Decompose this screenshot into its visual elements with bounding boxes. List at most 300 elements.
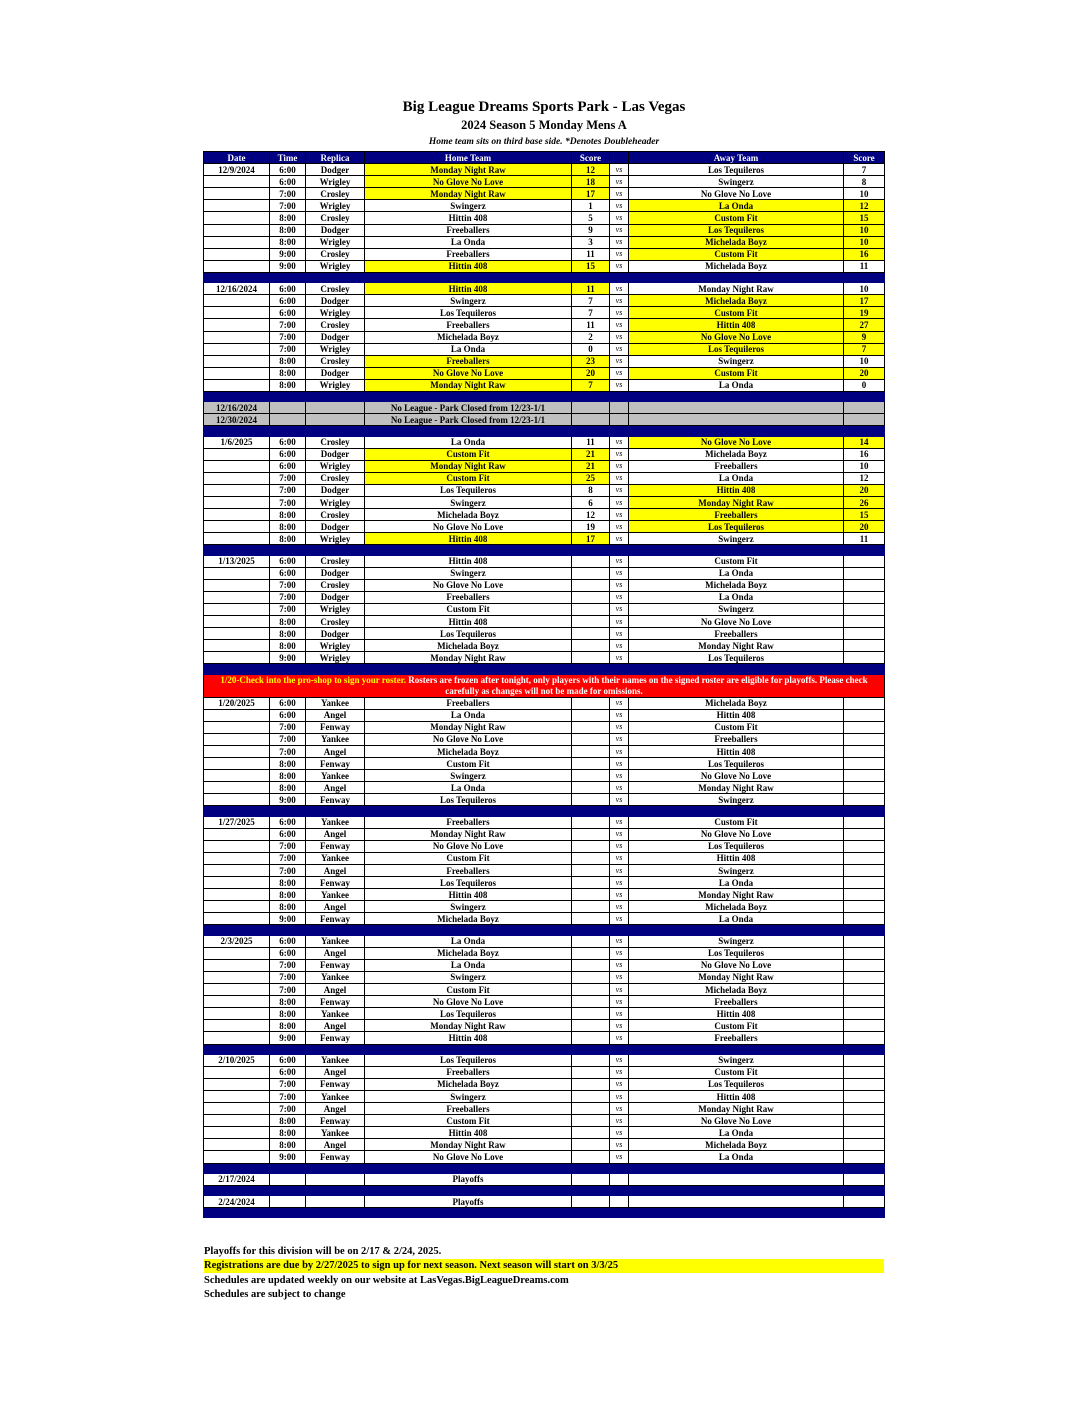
home-team: Custom Fit bbox=[365, 448, 572, 460]
game-row bbox=[204, 652, 885, 664]
game-field: Yankee bbox=[306, 816, 365, 828]
home-team: No Glove No Love bbox=[365, 579, 572, 591]
game-date bbox=[204, 1020, 270, 1032]
away-score bbox=[844, 901, 885, 913]
game-field: Crosley bbox=[306, 355, 365, 367]
vs-label: vs bbox=[610, 901, 629, 913]
game-date bbox=[204, 959, 270, 971]
vs-label: vs bbox=[610, 188, 629, 200]
away-team: Custom Fit bbox=[629, 816, 844, 828]
game-time: 6:00 bbox=[270, 947, 306, 959]
home-team: No Glove No Love bbox=[365, 733, 572, 745]
home-score: 8 bbox=[572, 484, 610, 496]
away-team: La Onda bbox=[629, 591, 844, 603]
game-field: Fenway bbox=[306, 996, 365, 1008]
game-time: 6:00 bbox=[270, 935, 306, 947]
game-date bbox=[204, 640, 270, 652]
home-score: 17 bbox=[572, 188, 610, 200]
home-score bbox=[572, 758, 610, 770]
game-field: Wrigley bbox=[306, 497, 365, 509]
game-time: 8:00 bbox=[270, 889, 306, 901]
header-time: Time bbox=[270, 152, 306, 164]
away-team: Los Tequileros bbox=[629, 224, 844, 236]
empty-cell bbox=[306, 1173, 365, 1185]
header-home-team: Home Team bbox=[365, 152, 572, 164]
home-score bbox=[572, 877, 610, 889]
away-team: Swingerz bbox=[629, 355, 844, 367]
game-field: Wrigley bbox=[306, 379, 365, 391]
home-score bbox=[572, 603, 610, 615]
game-row bbox=[204, 709, 885, 721]
vs-label: vs bbox=[610, 164, 629, 176]
away-team: Los Tequileros bbox=[629, 840, 844, 852]
away-score: 27 bbox=[844, 319, 885, 331]
vs-label: vs bbox=[610, 283, 629, 295]
home-team: Custom Fit bbox=[365, 603, 572, 615]
home-team: Freeballers bbox=[365, 248, 572, 260]
home-team: Freeballers bbox=[365, 591, 572, 603]
game-date bbox=[204, 1066, 270, 1078]
home-score bbox=[572, 901, 610, 913]
home-score bbox=[572, 816, 610, 828]
home-team: Hittin 408 bbox=[365, 1127, 572, 1139]
game-row bbox=[204, 533, 885, 545]
game-row bbox=[204, 1103, 885, 1115]
vs-label: vs bbox=[610, 484, 629, 496]
home-score bbox=[572, 889, 610, 901]
home-team: Michelada Boyz bbox=[365, 331, 572, 343]
home-team: No Glove No Love bbox=[365, 176, 572, 188]
away-team: La Onda bbox=[629, 200, 844, 212]
game-field: Crosley bbox=[306, 616, 365, 628]
game-row bbox=[204, 913, 885, 925]
away-score bbox=[844, 579, 885, 591]
game-field: Wrigley bbox=[306, 533, 365, 545]
table-header-row bbox=[204, 152, 885, 164]
away-score bbox=[844, 628, 885, 640]
game-time: 8:00 bbox=[270, 782, 306, 794]
away-score: 10 bbox=[844, 236, 885, 248]
away-team: Hittin 408 bbox=[629, 1008, 844, 1020]
empty-cell bbox=[572, 402, 610, 414]
game-date bbox=[204, 603, 270, 615]
game-date bbox=[204, 877, 270, 889]
game-row bbox=[204, 865, 885, 877]
game-date bbox=[204, 591, 270, 603]
home-team: Monday Night Raw bbox=[365, 460, 572, 472]
home-score: 6 bbox=[572, 497, 610, 509]
game-row bbox=[204, 176, 885, 188]
game-date bbox=[204, 758, 270, 770]
home-team: Monday Night Raw bbox=[365, 828, 572, 840]
game-date bbox=[204, 889, 270, 901]
game-field: Fenway bbox=[306, 1115, 365, 1127]
away-score bbox=[844, 1127, 885, 1139]
home-score bbox=[572, 782, 610, 794]
away-score: 10 bbox=[844, 188, 885, 200]
vs-label: vs bbox=[610, 260, 629, 272]
game-field: Fenway bbox=[306, 721, 365, 733]
game-row bbox=[204, 733, 885, 745]
game-row bbox=[204, 745, 885, 757]
game-field: Angel bbox=[306, 865, 365, 877]
away-team: Freeballers bbox=[629, 509, 844, 521]
away-score bbox=[844, 721, 885, 733]
away-score bbox=[844, 652, 885, 664]
header-away-team: Away Team bbox=[629, 152, 844, 164]
vs-label: vs bbox=[610, 721, 629, 733]
game-row bbox=[204, 721, 885, 733]
game-field: Dodger bbox=[306, 448, 365, 460]
game-row bbox=[204, 1078, 885, 1090]
empty-cell bbox=[270, 1196, 306, 1208]
away-score bbox=[844, 877, 885, 889]
game-time: 9:00 bbox=[270, 248, 306, 260]
empty-cell bbox=[270, 402, 306, 414]
away-score: 10 bbox=[844, 283, 885, 295]
empty-cell bbox=[270, 1173, 306, 1185]
game-time: 8:00 bbox=[270, 521, 306, 533]
away-team: No Glove No Love bbox=[629, 770, 844, 782]
away-score: 16 bbox=[844, 448, 885, 460]
game-time: 6:00 bbox=[270, 816, 306, 828]
game-row bbox=[204, 236, 885, 248]
game-row bbox=[204, 164, 885, 176]
game-date bbox=[204, 236, 270, 248]
vs-label: vs bbox=[610, 1090, 629, 1102]
home-score bbox=[572, 652, 610, 664]
away-score: 8 bbox=[844, 176, 885, 188]
away-score bbox=[844, 1115, 885, 1127]
vs-label: vs bbox=[610, 628, 629, 640]
game-date bbox=[204, 567, 270, 579]
home-score bbox=[572, 1020, 610, 1032]
game-date bbox=[204, 295, 270, 307]
away-team: Freeballers bbox=[629, 628, 844, 640]
away-score: 7 bbox=[844, 343, 885, 355]
game-field: Angel bbox=[306, 828, 365, 840]
game-date bbox=[204, 1032, 270, 1044]
away-score bbox=[844, 697, 885, 709]
home-score: 11 bbox=[572, 283, 610, 295]
home-score bbox=[572, 555, 610, 567]
away-score: 11 bbox=[844, 260, 885, 272]
home-score bbox=[572, 567, 610, 579]
home-team: Hittin 408 bbox=[365, 1032, 572, 1044]
game-field: Dodger bbox=[306, 331, 365, 343]
game-date bbox=[204, 770, 270, 782]
game-date: 2/10/2025 bbox=[204, 1054, 270, 1066]
header-vs bbox=[610, 152, 629, 164]
away-team: Custom Fit bbox=[629, 1066, 844, 1078]
game-time: 7:00 bbox=[270, 484, 306, 496]
game-row bbox=[204, 1151, 885, 1163]
vs-label: vs bbox=[610, 984, 629, 996]
footer-playoffs-note: Playoffs for this division will be on 2/17 & 2/24, 2025. bbox=[204, 1246, 442, 1257]
away-team: Hittin 408 bbox=[629, 319, 844, 331]
away-score: 10 bbox=[844, 355, 885, 367]
away-team: Swingerz bbox=[629, 794, 844, 806]
header-away-score: Score bbox=[844, 152, 885, 164]
vs-label: vs bbox=[610, 1032, 629, 1044]
vs-label: vs bbox=[610, 379, 629, 391]
game-time: 6:00 bbox=[270, 283, 306, 295]
game-date bbox=[204, 709, 270, 721]
game-field: Wrigley bbox=[306, 176, 365, 188]
separator-bar bbox=[204, 925, 885, 935]
away-score bbox=[844, 971, 885, 983]
separator-bar bbox=[204, 664, 885, 674]
game-time: 6:00 bbox=[270, 436, 306, 448]
home-team: Hittin 408 bbox=[365, 616, 572, 628]
game-row bbox=[204, 628, 885, 640]
away-score: 19 bbox=[844, 307, 885, 319]
vs-label: vs bbox=[610, 959, 629, 971]
vs-label: vs bbox=[610, 828, 629, 840]
away-score bbox=[844, 816, 885, 828]
game-time: 8:00 bbox=[270, 224, 306, 236]
away-score bbox=[844, 758, 885, 770]
home-team: La Onda bbox=[365, 709, 572, 721]
away-score bbox=[844, 984, 885, 996]
away-team: No Glove No Love bbox=[629, 959, 844, 971]
game-field: Yankee bbox=[306, 1127, 365, 1139]
away-team: Michelada Boyz bbox=[629, 295, 844, 307]
home-score: 1 bbox=[572, 200, 610, 212]
empty-cell bbox=[629, 402, 844, 414]
game-date bbox=[204, 521, 270, 533]
game-row bbox=[204, 947, 885, 959]
vs-label: vs bbox=[610, 1151, 629, 1163]
game-field: Yankee bbox=[306, 1008, 365, 1020]
away-team: Michelada Boyz bbox=[629, 260, 844, 272]
home-team: Custom Fit bbox=[365, 472, 572, 484]
game-field: Dodger bbox=[306, 591, 365, 603]
schedule-body bbox=[204, 164, 885, 1218]
empty-cell bbox=[306, 414, 365, 426]
home-score: 18 bbox=[572, 176, 610, 188]
game-date bbox=[204, 472, 270, 484]
separator-bar bbox=[204, 391, 885, 401]
away-team: La Onda bbox=[629, 379, 844, 391]
home-score: 20 bbox=[572, 367, 610, 379]
game-date bbox=[204, 484, 270, 496]
game-field: Yankee bbox=[306, 697, 365, 709]
home-score bbox=[572, 1127, 610, 1139]
game-field: Angel bbox=[306, 1066, 365, 1078]
home-score bbox=[572, 1032, 610, 1044]
home-team: Swingerz bbox=[365, 971, 572, 983]
home-score bbox=[572, 1008, 610, 1020]
game-field: Fenway bbox=[306, 794, 365, 806]
game-time: 8:00 bbox=[270, 758, 306, 770]
vs-label: vs bbox=[610, 331, 629, 343]
home-score bbox=[572, 984, 610, 996]
empty-cell bbox=[610, 1196, 629, 1208]
home-team: Hittin 408 bbox=[365, 555, 572, 567]
game-row bbox=[204, 224, 885, 236]
game-date bbox=[204, 1127, 270, 1139]
game-field: Crosley bbox=[306, 579, 365, 591]
home-score: 11 bbox=[572, 319, 610, 331]
game-date bbox=[204, 616, 270, 628]
home-score bbox=[572, 913, 610, 925]
away-score bbox=[844, 840, 885, 852]
home-score: 2 bbox=[572, 331, 610, 343]
away-team: No Glove No Love bbox=[629, 828, 844, 840]
game-field: Crosley bbox=[306, 436, 365, 448]
away-score bbox=[844, 567, 885, 579]
playoff-label: Playoffs bbox=[365, 1196, 572, 1208]
game-time: 8:00 bbox=[270, 367, 306, 379]
away-score bbox=[844, 889, 885, 901]
game-field: Angel bbox=[306, 947, 365, 959]
game-time: 7:00 bbox=[270, 603, 306, 615]
park-closed-row bbox=[204, 414, 885, 426]
game-date: 1/13/2025 bbox=[204, 555, 270, 567]
game-row bbox=[204, 283, 885, 295]
game-time: 7:00 bbox=[270, 840, 306, 852]
game-time: 8:00 bbox=[270, 901, 306, 913]
empty-cell bbox=[610, 1173, 629, 1185]
vs-label: vs bbox=[610, 865, 629, 877]
away-score: 14 bbox=[844, 436, 885, 448]
game-row bbox=[204, 1020, 885, 1032]
away-score: 9 bbox=[844, 331, 885, 343]
game-row bbox=[204, 472, 885, 484]
game-time: 7:00 bbox=[270, 591, 306, 603]
vs-label: vs bbox=[610, 840, 629, 852]
game-date bbox=[204, 176, 270, 188]
game-time: 7:00 bbox=[270, 745, 306, 757]
home-team: Custom Fit bbox=[365, 758, 572, 770]
home-team: Los Tequileros bbox=[365, 307, 572, 319]
home-team: La Onda bbox=[365, 343, 572, 355]
away-team: Hittin 408 bbox=[629, 1090, 844, 1102]
game-time: 7:00 bbox=[270, 579, 306, 591]
game-time: 8:00 bbox=[270, 1115, 306, 1127]
away-score bbox=[844, 852, 885, 864]
empty-cell bbox=[629, 1196, 844, 1208]
game-row bbox=[204, 555, 885, 567]
game-date bbox=[204, 840, 270, 852]
away-team: Los Tequileros bbox=[629, 652, 844, 664]
empty-cell bbox=[844, 414, 885, 426]
game-date bbox=[204, 533, 270, 545]
game-time: 8:00 bbox=[270, 379, 306, 391]
away-team: Michelada Boyz bbox=[629, 1139, 844, 1151]
game-field: Yankee bbox=[306, 733, 365, 745]
home-score bbox=[572, 733, 610, 745]
game-row bbox=[204, 1008, 885, 1020]
empty-cell bbox=[610, 414, 629, 426]
game-field: Crosley bbox=[306, 472, 365, 484]
empty-cell bbox=[844, 1196, 885, 1208]
home-score bbox=[572, 640, 610, 652]
home-team: Michelada Boyz bbox=[365, 509, 572, 521]
empty-cell bbox=[629, 414, 844, 426]
playoff-label: Playoffs bbox=[365, 1173, 572, 1185]
schedule-table bbox=[203, 151, 885, 1218]
game-date bbox=[204, 1139, 270, 1151]
vs-label: vs bbox=[610, 248, 629, 260]
game-time: 8:00 bbox=[270, 212, 306, 224]
home-team: Hittin 408 bbox=[365, 889, 572, 901]
home-score bbox=[572, 935, 610, 947]
away-score: 20 bbox=[844, 367, 885, 379]
away-team: Los Tequileros bbox=[629, 521, 844, 533]
game-time: 8:00 bbox=[270, 640, 306, 652]
home-score: 21 bbox=[572, 448, 610, 460]
game-time: 7:00 bbox=[270, 733, 306, 745]
week-separator bbox=[204, 1044, 885, 1054]
home-score bbox=[572, 579, 610, 591]
game-date bbox=[204, 865, 270, 877]
home-score bbox=[572, 996, 610, 1008]
game-field: Yankee bbox=[306, 971, 365, 983]
away-score bbox=[844, 1090, 885, 1102]
game-time: 7:00 bbox=[270, 971, 306, 983]
away-team: Los Tequileros bbox=[629, 164, 844, 176]
game-row bbox=[204, 248, 885, 260]
away-score bbox=[844, 555, 885, 567]
away-score bbox=[844, 1054, 885, 1066]
vs-label: vs bbox=[610, 436, 629, 448]
game-time: 8:00 bbox=[270, 533, 306, 545]
home-score bbox=[572, 1139, 610, 1151]
page-note: Home team sits on third base side. *Denotes Doubleheader bbox=[428, 137, 660, 147]
game-field: Fenway bbox=[306, 913, 365, 925]
empty-cell bbox=[844, 402, 885, 414]
home-team: Swingerz bbox=[365, 295, 572, 307]
away-team: La Onda bbox=[629, 1127, 844, 1139]
away-score: 7 bbox=[844, 164, 885, 176]
roster-notice-lead: 1/20-Check into the pro-shop to sign your roster. bbox=[220, 674, 407, 685]
home-score: 12 bbox=[572, 164, 610, 176]
home-team: Michelada Boyz bbox=[365, 640, 572, 652]
home-score bbox=[572, 616, 610, 628]
game-time: 8:00 bbox=[270, 509, 306, 521]
game-date: 12/9/2024 bbox=[204, 164, 270, 176]
game-date bbox=[204, 1078, 270, 1090]
home-score: 15 bbox=[572, 260, 610, 272]
home-score: 17 bbox=[572, 533, 610, 545]
away-team: Michelada Boyz bbox=[629, 984, 844, 996]
game-row bbox=[204, 1090, 885, 1102]
game-date bbox=[204, 248, 270, 260]
game-date bbox=[204, 1151, 270, 1163]
game-field: Angel bbox=[306, 901, 365, 913]
game-field: Angel bbox=[306, 745, 365, 757]
away-score bbox=[844, 996, 885, 1008]
away-team: Michelada Boyz bbox=[629, 697, 844, 709]
game-row bbox=[204, 782, 885, 794]
roster-notice-text: Rosters are frozen after tonight, only players with their names on the signed roster are eligible for playoffs. Please check carefully as changes will not be made for omissions. bbox=[406, 674, 868, 696]
home-team: Freeballers bbox=[365, 1103, 572, 1115]
vs-label: vs bbox=[610, 603, 629, 615]
week-separator bbox=[204, 545, 885, 555]
vs-label: vs bbox=[610, 555, 629, 567]
away-score bbox=[844, 947, 885, 959]
game-row bbox=[204, 448, 885, 460]
game-field: Crosley bbox=[306, 188, 365, 200]
home-team: La Onda bbox=[365, 935, 572, 947]
home-team: Michelada Boyz bbox=[365, 745, 572, 757]
game-time: 7:00 bbox=[270, 497, 306, 509]
game-field: Dodger bbox=[306, 295, 365, 307]
away-score bbox=[844, 1139, 885, 1151]
game-date bbox=[204, 852, 270, 864]
